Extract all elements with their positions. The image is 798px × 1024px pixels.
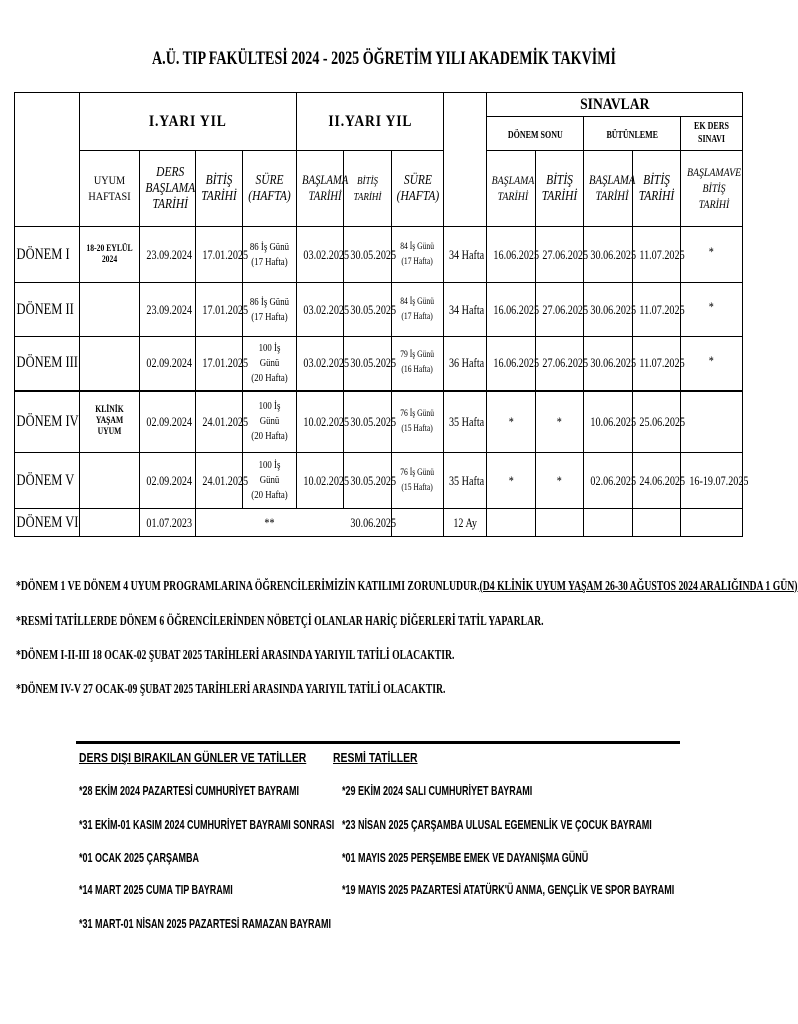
- duration-header: SÜRE (HAFTA): [243, 151, 297, 227]
- table-row: [15, 283, 743, 337]
- note-3: *DÖNEM I-II-III 18 OCAK-02 ŞUBAT 2025 TARİHLERİ ARASINDA YARIYIL TATİLİ OLACAKTIR.: [16, 647, 455, 662]
- list-item: *19 MAYIS 2025 PAZARTESİ ATATÜRK'Ü ANMA, GENÇLİK VE SPOR BAYRAMI: [342, 883, 675, 897]
- makeup-end: 11.07.2025: [633, 227, 681, 283]
- makeup-start: [584, 509, 633, 537]
- term-end-start-header: BAŞLAMA TARİHİ: [487, 151, 536, 227]
- end-date-2: 30.05.2025: [344, 453, 392, 509]
- list-item: *01 MAYIS 2025 PERŞEMBE EMEK VE DAYANIŞMA GÜNÜ: [342, 851, 589, 865]
- extra-exam: *: [681, 283, 743, 337]
- duration: 100 İş Günü (20 Hafta): [243, 337, 297, 391]
- list-item: *28 EKİM 2024 PAZARTESİ CUMHURİYET BAYRAMI: [79, 784, 300, 798]
- duration-2: 84 İş Günü (17 Hafta): [392, 227, 444, 283]
- term-end-end-header: BİTİŞ TARİHİ: [536, 151, 584, 227]
- makeup-start-header: BAŞLAMA TARİHİ: [584, 151, 633, 227]
- makeup-start: 30.06.2025: [584, 227, 633, 283]
- course-start: 23.09.2024: [140, 227, 196, 283]
- makeup-start: 02.06.2025: [584, 453, 633, 509]
- duration: 86 İş Günü (17 Hafta): [243, 283, 297, 337]
- table-row: [15, 509, 743, 537]
- end-date: 17.01.2025: [196, 283, 243, 337]
- extra-exam: *: [681, 337, 743, 391]
- extra-exam-header: EK DERS SINAVI: [681, 117, 743, 151]
- term-name: DÖNEM I: [15, 227, 80, 283]
- table-row: [15, 391, 743, 453]
- term-end-end: [536, 509, 584, 537]
- list-item: *01 OCAK 2025 ÇARŞAMBA: [79, 851, 200, 865]
- duration-2: 76 İş Günü (15 Hafta): [392, 453, 444, 509]
- table-row: [15, 227, 743, 283]
- makeup-start: 10.06.2025: [584, 391, 633, 453]
- extra-exam: *: [681, 227, 743, 283]
- term-name: DÖNEM II: [15, 283, 80, 337]
- duration-2: 76 İş Günü (15 Hafta): [392, 391, 444, 453]
- makeup-end-header: BİTİŞ TARİHİ: [633, 151, 681, 227]
- note-1: *DÖNEM 1 VE DÖNEM 4 UYUM PROGRAMLARINA ÖĞRENCİLERİMİZİN KATILIMI ZORUNLUDUR.(D4 KLİNİK UYUM YAŞAM 26-30 AĞUSTOS 2024 ARALIĞINDA 1 GÜN): [16, 578, 798, 593]
- list-item: *31 MART-01 NİSAN 2025 PAZARTESİ RAMAZAN BAYRAMI: [79, 917, 332, 931]
- end-date: 17.01.2025: [196, 337, 243, 391]
- term-name: DÖNEM V: [15, 453, 80, 509]
- start-date-2: 10.02.2025: [297, 453, 344, 509]
- term-end-header: DÖNEM SONU: [487, 117, 584, 151]
- end-date-2: 30.05.2025: [344, 227, 392, 283]
- list-item: *14 MART 2025 CUMA TIP BAYRAMI: [79, 883, 233, 897]
- start-date-2: 10.02.2025: [297, 391, 344, 453]
- makeup-end: 24.06.2025: [633, 453, 681, 509]
- term-end-start: [487, 509, 536, 537]
- course-start: 01.07.2023: [140, 509, 196, 537]
- combined-period: **: [196, 509, 344, 537]
- total-weeks: 34 Hafta: [444, 227, 487, 283]
- end-date: 17.01.2025: [196, 227, 243, 283]
- official-holidays-title: RESMİ TATİLLER: [333, 750, 418, 765]
- makeup-start: 30.06.2025: [584, 337, 633, 391]
- note-2: *RESMİ TATİLLERDE DÖNEM 6 ÖĞRENCİLERİNDEN NÖBETÇİ OLANLAR HARİÇ DİĞERLERİ TATİL YAPARLAR.: [16, 613, 544, 628]
- term-end-start: *: [487, 391, 536, 453]
- orientation-week-header: UYUM HAFTASI: [80, 151, 140, 227]
- term-end-end: 27.06.2025: [536, 337, 584, 391]
- end-date-header: BİTİŞ TARİHİ: [196, 151, 243, 227]
- end-date-2: 30.06.2025: [344, 509, 392, 537]
- divider: [76, 741, 680, 744]
- end-date-header-2: BİTİŞ TARİHİ: [344, 151, 392, 227]
- academic-calendar-table: [14, 92, 749, 537]
- total-weeks: 35 Hafta: [444, 391, 487, 453]
- makeup-start: 30.06.2025: [584, 283, 633, 337]
- extra-exam-dates-header: BAŞLAMAVE BİTİŞ TARİHİ: [681, 151, 743, 227]
- course-start: 02.09.2024: [140, 337, 196, 391]
- term-end-end: *: [536, 391, 584, 453]
- list-item: *31 EKİM-01 KASIM 2024 CUMHURİYET BAYRAMI SONRASI: [79, 818, 335, 832]
- extra-exam: [681, 391, 743, 453]
- total-weeks: 12 Ay: [444, 509, 487, 537]
- corner-cell: [15, 93, 80, 227]
- orientation-week: KLİNİK YAŞAM UYUM: [80, 391, 140, 453]
- total-weeks: 35 Hafta: [444, 453, 487, 509]
- page-title: A.Ü. TIP FAKÜLTESİ 2024 - 2025 ÖĞRETİM YILI AKADEMİK TAKVİMİ: [152, 48, 616, 69]
- exams-header: SINAVLAR: [487, 93, 743, 117]
- term-end-start: 16.06.2025: [487, 283, 536, 337]
- orientation-week: [80, 453, 140, 509]
- term-end-end: *: [536, 453, 584, 509]
- start-date-header-2: BAŞLAMA TARİHİ: [297, 151, 344, 227]
- note-4: *DÖNEM IV-V 27 OCAK-09 ŞUBAT 2025 TARİHLERİ ARASINDA YARIYIL TATİLİ OLACAKTIR.: [16, 681, 446, 696]
- duration-header-2: SÜRE (HAFTA): [392, 151, 444, 227]
- orientation-week: [80, 283, 140, 337]
- table-row: [15, 453, 743, 509]
- non-class-days-title: DERS DIŞI BIRAKILAN GÜNLER VE TATİLLER: [79, 750, 307, 765]
- term-end-end: 27.06.2025: [536, 227, 584, 283]
- end-date-2: 30.05.2025: [344, 391, 392, 453]
- course-start: 02.09.2024: [140, 391, 196, 453]
- extra-exam: [681, 509, 743, 537]
- makeup-end: 11.07.2025: [633, 283, 681, 337]
- total-weeks: 34 Hafta: [444, 283, 487, 337]
- term-end-start: *: [487, 453, 536, 509]
- term-end-start: 16.06.2025: [487, 337, 536, 391]
- duration: 100 İş Günü (20 Hafta): [243, 453, 297, 509]
- first-semester-header: I.YARI YIL: [80, 93, 297, 151]
- duration-2: 84 İş Günü (17 Hafta): [392, 283, 444, 337]
- orientation-week: [80, 337, 140, 391]
- total-weeks: 36 Hafta: [444, 337, 487, 391]
- start-date-2: 03.02.2025: [297, 283, 344, 337]
- orientation-week: [80, 509, 140, 537]
- makeup-end: [633, 509, 681, 537]
- total-header: [444, 93, 487, 227]
- term-name: DÖNEM III: [15, 337, 80, 391]
- duration: 86 İş Günü (17 Hafta): [243, 227, 297, 283]
- course-start: 02.09.2024: [140, 453, 196, 509]
- makeup-header: BÜTÜNLEME: [584, 117, 681, 151]
- table-row: [15, 337, 743, 391]
- course-start-header: DERS BAŞLAMA TARİHİ: [140, 151, 196, 227]
- start-date-2: 03.02.2025: [297, 337, 344, 391]
- start-date-2: 03.02.2025: [297, 227, 344, 283]
- term-name: DÖNEM IV: [15, 391, 80, 453]
- orientation-week: 18-20 EYLÜL 2024: [80, 227, 140, 283]
- second-semester-header: II.YARI YIL: [297, 93, 444, 151]
- course-start: 23.09.2024: [140, 283, 196, 337]
- term-name: DÖNEM VI: [15, 509, 80, 537]
- list-item: *23 NİSAN 2025 ÇARŞAMBA ULUSAL EGEMENLİK VE ÇOCUK BAYRAMI: [342, 818, 652, 832]
- end-date: 24.01.2025: [196, 453, 243, 509]
- term-end-end: 27.06.2025: [536, 283, 584, 337]
- makeup-end: 11.07.2025: [633, 337, 681, 391]
- end-date-2: 30.05.2025: [344, 337, 392, 391]
- list-item: *29 EKİM 2024 SALI CUMHURİYET BAYRAMI: [342, 784, 533, 798]
- end-date-2: 30.05.2025: [344, 283, 392, 337]
- duration-2: 79 İş Günü (16 Hafta): [392, 337, 444, 391]
- term-end-start: 16.06.2025: [487, 227, 536, 283]
- makeup-end: 25.06.2025: [633, 391, 681, 453]
- duration: 100 İş Günü (20 Hafta): [243, 391, 297, 453]
- extra-exam: 16-19.07.2025: [681, 453, 743, 509]
- duration-2: [392, 509, 444, 537]
- end-date: 24.01.2025: [196, 391, 243, 453]
